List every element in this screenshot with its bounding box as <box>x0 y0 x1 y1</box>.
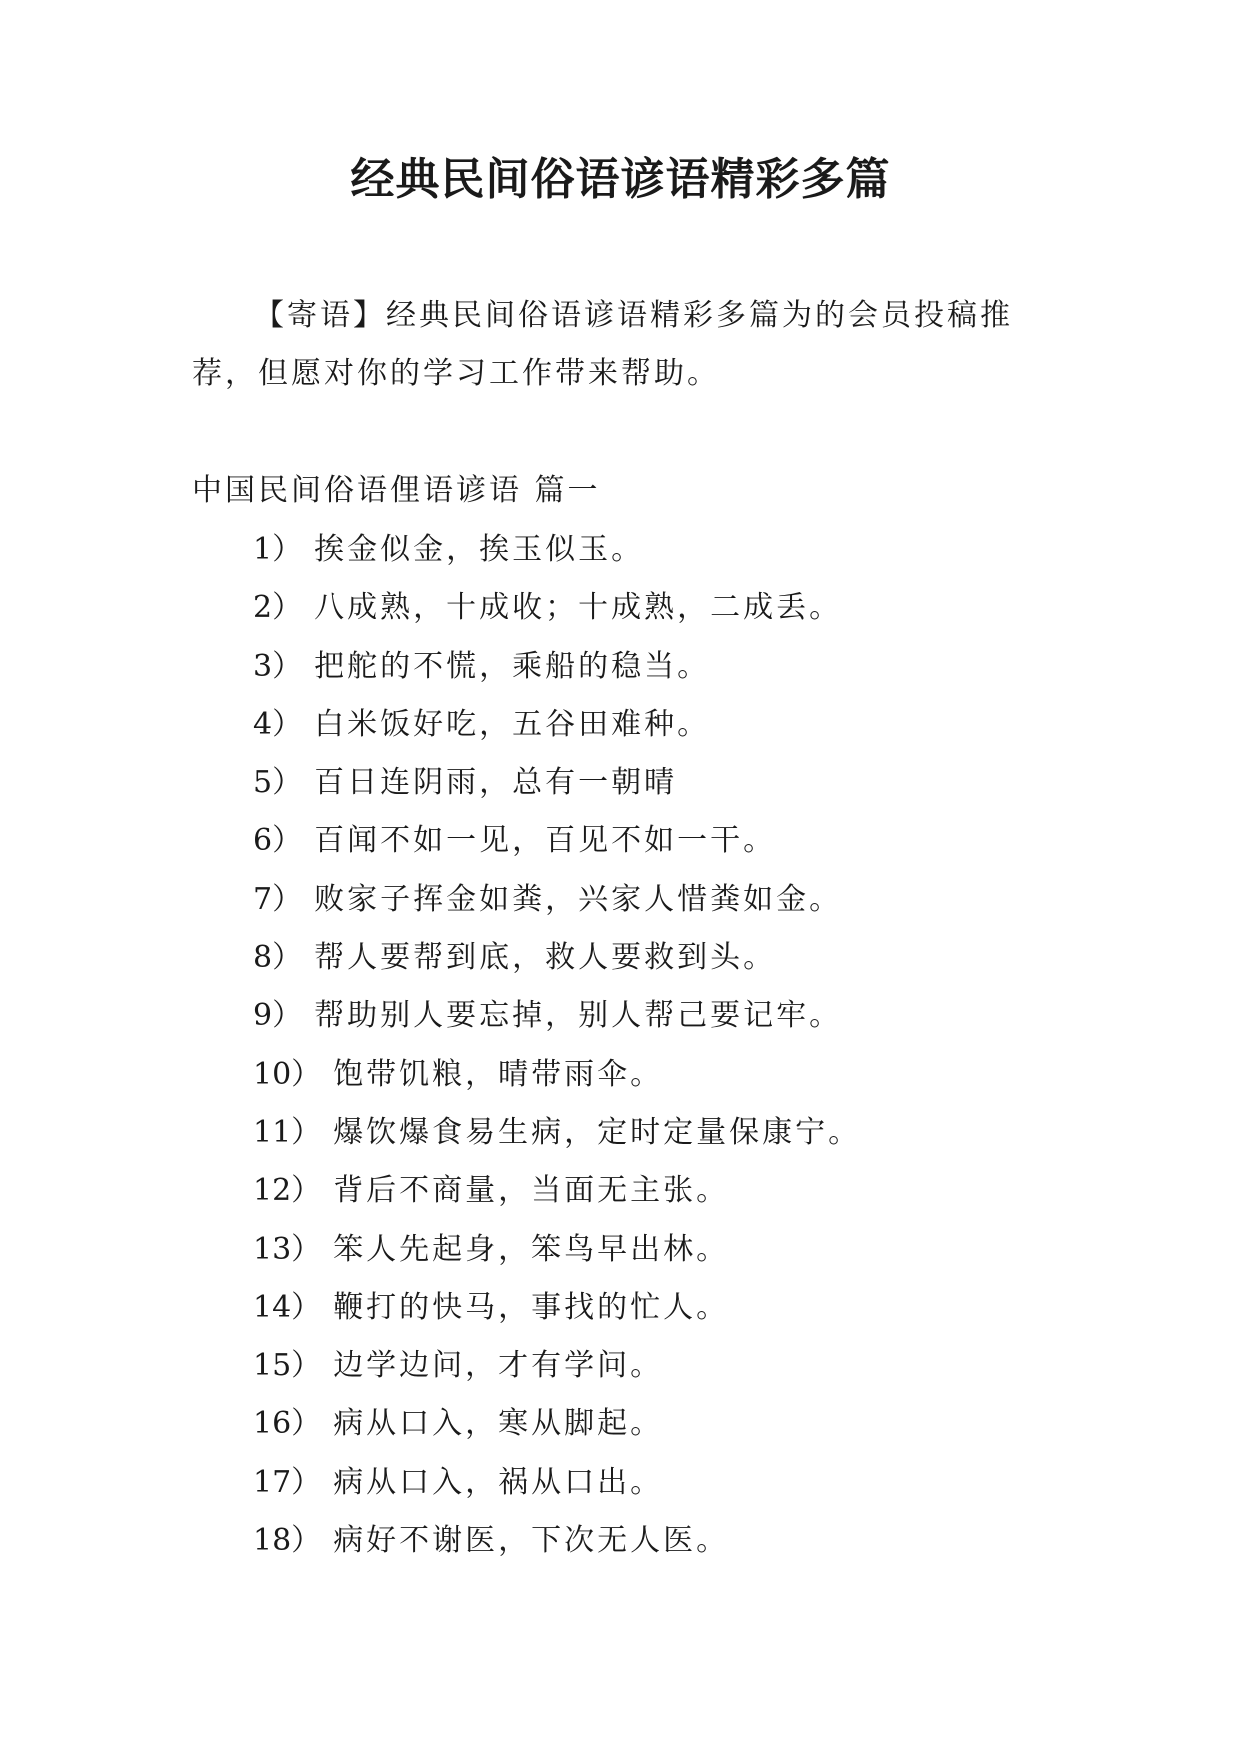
proverb-text: 挨金似金，挨玉似玉。 <box>314 532 645 567</box>
proverb-list <box>253 521 861 1570</box>
proverb-text: 帮人要帮到底，救人要救到头。 <box>314 940 777 976</box>
proverb-item <box>253 1395 861 1453</box>
proverb-item <box>253 871 861 929</box>
proverb-number: 14） <box>253 1289 322 1325</box>
proverb-item <box>253 521 861 579</box>
proverb-number: 10） <box>253 1056 322 1092</box>
proverb-text: 病从口入，寒从脚起。 <box>333 1406 664 1442</box>
proverb-text: 边学边问，才有学问。 <box>333 1348 664 1384</box>
proverb-item <box>253 812 861 870</box>
proverb-number: 6） <box>253 823 303 859</box>
proverb-item <box>253 987 861 1045</box>
proverb-number: 8） <box>253 940 303 976</box>
proverb-number: 4） <box>253 706 303 742</box>
section-heading: 中国民间俗语俚语谚语 篇一 <box>192 473 601 508</box>
proverb-number: 9） <box>253 998 303 1034</box>
proverb-text: 白米饭好吃，五谷田难种。 <box>314 706 711 742</box>
proverb-item <box>253 1279 861 1337</box>
proverb-text: 病从口入，祸从口出。 <box>333 1464 664 1500</box>
proverb-item <box>253 1221 861 1279</box>
proverb-text: 百闻不如一见，百见不如一干。 <box>314 823 777 859</box>
proverb-item <box>253 579 861 637</box>
proverb-item <box>253 929 861 987</box>
proverb-text: 败家子挥金如粪，兴家人惜粪如金。 <box>314 881 843 917</box>
proverb-number: 11） <box>253 1114 322 1150</box>
document-title: 经典民间俗语谚语精彩多篇 <box>350 154 891 205</box>
proverb-text: 背后不商量，当面无主张。 <box>333 1173 730 1209</box>
proverb-text: 百日连阴雨，总有一朝晴 <box>314 765 678 801</box>
proverb-number: 13） <box>253 1231 322 1267</box>
proverb-text: 笨人先起身，笨鸟早出林。 <box>333 1231 730 1267</box>
proverb-number: 17） <box>253 1464 322 1500</box>
proverb-item <box>253 638 861 696</box>
proverb-item <box>253 1046 861 1104</box>
intro-text: 【寄语】经典民间俗语谚语精彩多篇为的会员投稿推荐，但愿对你的学习工作带来帮助。 <box>192 298 1013 391</box>
proverb-number: 5） <box>253 765 303 801</box>
proverb-number: 2） <box>253 590 303 626</box>
proverb-number: 16） <box>253 1406 322 1442</box>
proverb-text: 八成熟，十成收；十成熟，二成丢。 <box>314 590 843 626</box>
proverb-item <box>253 1104 861 1162</box>
proverb-item <box>253 1512 861 1570</box>
intro-paragraph <box>192 287 1072 403</box>
proverb-number: 15） <box>253 1348 322 1384</box>
proverb-item <box>253 754 861 812</box>
proverb-item <box>253 1162 861 1220</box>
proverb-number: 7） <box>253 881 303 917</box>
proverb-item <box>253 1454 861 1512</box>
proverb-number: 3） <box>253 648 303 684</box>
proverb-text: 帮助别人要忘掉，别人帮己要记牢。 <box>314 998 843 1034</box>
proverb-text: 病好不谢医，下次无人医。 <box>333 1523 730 1559</box>
proverb-text: 把舵的不慌，乘船的稳当。 <box>314 648 711 684</box>
proverb-item <box>253 1337 861 1395</box>
proverb-number: 18） <box>253 1523 322 1559</box>
proverb-text: 饱带饥粮，晴带雨伞。 <box>333 1056 664 1092</box>
proverb-item <box>253 696 861 754</box>
proverb-text: 鞭打的快马，事找的忙人。 <box>333 1289 730 1325</box>
proverb-number: 12） <box>253 1173 322 1209</box>
proverb-number: 1） <box>253 532 303 567</box>
proverb-text: 爆饮爆食易生病，定时定量保康宁。 <box>333 1114 862 1150</box>
